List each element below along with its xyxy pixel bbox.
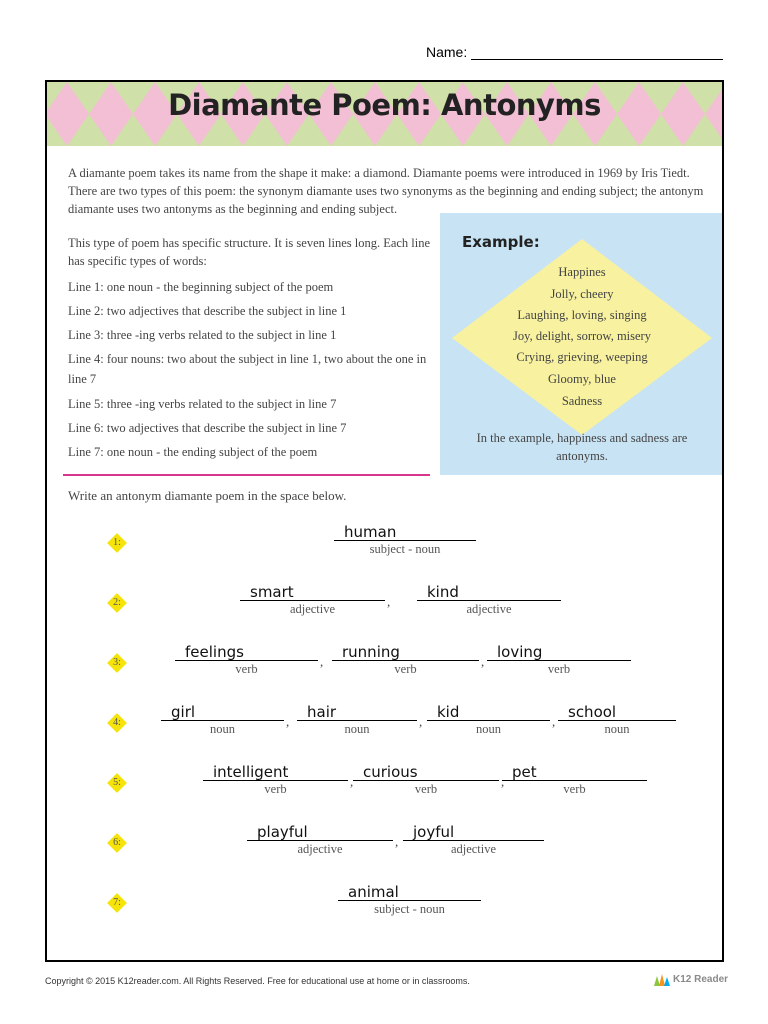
answer-value: feelings [185, 643, 244, 661]
answer-field[interactable] [487, 644, 631, 661]
separator: , [350, 774, 354, 789]
separator: , [286, 714, 290, 729]
logo-text: K12 Reader [673, 974, 729, 985]
line-marker-6 [107, 833, 127, 853]
answer-field[interactable] [334, 524, 476, 541]
example-line-4: Joy, delight, sorrow, misery [513, 329, 651, 343]
copyright-footer: Copyright © 2015 K12reader.com. All Rights Reserved. Free for educational use at home or in classrooms. [45, 976, 470, 986]
line-number: 3: [113, 657, 121, 668]
answer-value: animal [348, 883, 399, 901]
section-divider [63, 474, 430, 476]
answer-field[interactable] [240, 584, 385, 601]
answer-field[interactable] [502, 764, 647, 781]
answer-value: girl [171, 703, 196, 721]
answer-label: noun [344, 722, 370, 736]
separator: , [501, 774, 505, 789]
line-marker-5 [107, 773, 127, 793]
answer-label: adjective [289, 602, 336, 616]
separator: , [387, 594, 391, 609]
answer-field[interactable] [203, 764, 348, 781]
line-marker-2 [107, 593, 127, 613]
answer-value: school [568, 703, 617, 721]
answer-label: noun [604, 722, 630, 736]
structure-line-5: Line 5: three -ing verbs related to the subject in line 7 [68, 397, 337, 411]
example-line-7: Sadness [561, 394, 603, 408]
separator: , [552, 714, 556, 729]
separator: , [395, 834, 399, 849]
separator: , [481, 654, 485, 669]
separator: , [320, 654, 324, 669]
separator: , [419, 714, 423, 729]
example-line-6: Gloomy, blue [548, 372, 616, 386]
line-marker-7 [107, 893, 127, 913]
example-caption: In the example, happiness and sadness are antonyms. [476, 431, 688, 463]
structure-line-4: Line 4: four nouns: two about the subject in line 1, two about the one in line 7 [68, 352, 427, 386]
answer-field[interactable] [332, 644, 479, 661]
line-number: 1: [113, 537, 121, 548]
answer-value: smart [250, 583, 294, 601]
answer-value: running [342, 643, 400, 661]
answer-value: joyful [413, 823, 455, 841]
intro-paragraph: A diamante poem takes its name from the shape it make: a diamond. Diamante poems were introduced in 1969 by Iris Tiedt. There are two types of this poem: the synonym diamante uses two synonyms as the beginning and ending subject; the antonym diamante uses two antonyms as the beginning and ending subject. [68, 166, 704, 216]
example-line-3: Laughing, loving, singing [517, 308, 647, 322]
answer-value: hair [307, 703, 337, 721]
answer-value: kind [427, 583, 459, 601]
title-banner [47, 82, 722, 146]
example-line-5: Crying, grieving, weeping [516, 350, 648, 364]
answer-label: adjective [450, 842, 497, 856]
line-marker-1 [107, 533, 127, 553]
answer-label: verb [547, 662, 571, 676]
answer-label: subject - noun [369, 542, 441, 556]
answer-field[interactable] [338, 884, 481, 901]
answer-value: human [344, 523, 397, 541]
answer-field[interactable] [427, 704, 550, 721]
answer-label: noun [210, 722, 235, 736]
answer-label: adjective [297, 842, 343, 856]
name-label: Name: [426, 44, 468, 60]
answer-value: loving [497, 643, 543, 661]
answer-field[interactable] [175, 644, 318, 661]
line-number: 5: [113, 777, 121, 788]
answer-label: adjective [466, 602, 512, 616]
structure-line-3: Line 3: three -ing verbs related to the subject in line 1 [68, 328, 337, 342]
answer-field[interactable] [558, 704, 676, 721]
answer-field[interactable] [417, 584, 561, 601]
line-marker-4 [107, 713, 127, 733]
answer-label: verb [394, 662, 417, 676]
line-number: 4: [113, 717, 121, 728]
structure-line-6: Line 6: two adjectives that describe the subject in line 7 [68, 421, 347, 435]
name-field [426, 44, 723, 60]
k12reader-logo [652, 972, 730, 990]
answer-label: noun [476, 722, 501, 736]
worksheet-frame [45, 80, 724, 962]
structure-intro: This type of poem has specific structure. It is seven lines long. Each line has specific types of words: [68, 236, 431, 268]
example-title: Example: [462, 233, 540, 251]
answer-field[interactable] [403, 824, 544, 841]
answer-field[interactable] [161, 704, 284, 721]
answer-label: verb [563, 782, 586, 796]
line-number: 7: [113, 897, 121, 908]
answer-label: verb [235, 662, 258, 676]
write-instruction: Write an antonym diamante poem in the space below. [68, 488, 347, 503]
answer-value: pet [512, 763, 537, 781]
structure-line-1: Line 1: one noun - the beginning subject of the poem [68, 280, 334, 294]
answer-value: playful [257, 823, 308, 841]
answer-label: verb [414, 782, 438, 796]
example-line-1: Happines [558, 265, 606, 279]
answer-value: kid [437, 703, 460, 721]
answer-field[interactable] [247, 824, 393, 841]
answer-value: intelligent [213, 763, 289, 781]
structure-section [68, 234, 440, 459]
answer-value: curious [363, 763, 418, 781]
page-title: Diamante Poem: Antonyms [168, 88, 601, 122]
example-box [440, 213, 724, 475]
line-number: 2: [113, 597, 121, 608]
example-line-2: Jolly, cheery [550, 287, 614, 301]
line-number: 6: [113, 837, 121, 848]
line-marker-3 [107, 653, 127, 673]
name-blank[interactable] [471, 45, 723, 60]
answer-label: verb [264, 782, 287, 796]
structure-line-7: Line 7: one noun - the ending subject of the poem [68, 445, 318, 459]
structure-line-2: Line 2: two adjectives that describe the subject in line 1 [68, 304, 347, 318]
answer-label: subject - noun [374, 902, 445, 916]
logo-icon [652, 972, 672, 988]
answer-field[interactable] [353, 764, 499, 781]
answer-field[interactable] [297, 704, 417, 721]
